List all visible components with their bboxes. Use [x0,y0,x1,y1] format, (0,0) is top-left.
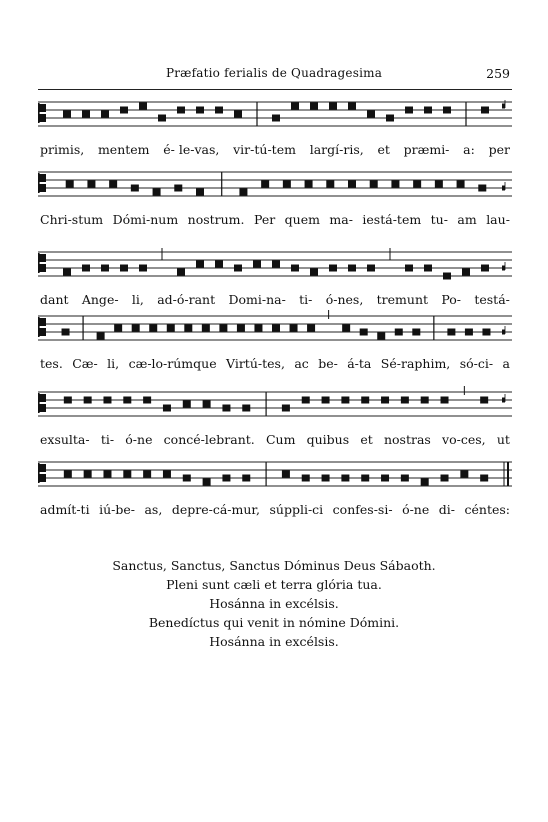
punctum-note [131,185,139,192]
punctum-note [290,325,298,332]
lyric-syllable: ma- [329,212,353,227]
lyric-syllable: be- [318,356,338,371]
punctum-note [177,107,185,114]
punctum-note [139,103,147,110]
lyric-syllable: ad-ó-rant [157,292,216,307]
lyric-syllable: a: [463,142,475,157]
punctum-note [272,261,280,268]
sanctus-line: Benedíctus qui venit in nómine Dómini. [148,615,400,630]
punctum-note [413,181,421,188]
punctum-note [222,475,230,482]
punctum-note [120,265,128,272]
do-clef-icon [38,173,46,193]
do-clef-icon [38,103,46,123]
lyric-syllable: tes. [40,356,63,371]
punctum-note [253,261,261,268]
punctum-note [254,325,262,332]
punctum-note [149,325,157,332]
staff [38,456,512,496]
punctum-note [174,185,182,192]
lyric-syllable: vir-tú-tem [233,142,296,157]
lyric-syllable: ti- [299,292,313,307]
punctum-note [326,181,334,188]
punctum-note [424,107,432,114]
staff [38,246,512,286]
punctum-note [341,397,349,404]
lyric-syllable: testá- [474,292,510,307]
punctum-note [143,471,151,478]
punctum-note [103,471,111,478]
punctum-note [370,181,378,188]
do-clef-icon [38,253,46,273]
punctum-note [183,475,191,482]
punctum-note [84,471,92,478]
punctum-note [361,397,369,404]
lyric-syllable: et [377,142,390,157]
punctum-note [367,265,375,272]
punctum-note [348,103,356,110]
punctum-note [421,397,429,404]
punctum-note [391,181,399,188]
punctum-note [84,397,92,404]
lyric-syllable: exsulta- [40,432,90,447]
lyric-line [40,432,510,450]
chant-system [38,456,512,542]
punctum-note [282,471,290,478]
lyric-syllable: cæ-lo-rúmque [128,356,217,371]
punctum-note [139,265,147,272]
punctum-note [272,325,280,332]
custos-icon [502,186,505,191]
lyric-syllable: di- [438,502,455,517]
punctum-note [424,265,432,272]
lyric-syllable: confes-si- [332,502,393,517]
punctum-note [329,265,337,272]
lyric-syllable: nostras [383,432,431,447]
punctum-note [120,107,128,114]
punctum-note [163,405,171,412]
punctum-note [395,329,403,336]
staff [38,96,512,136]
punctum-note [143,397,151,404]
punctum-note [272,115,280,122]
punctum-note [103,397,111,404]
punctum-note [97,333,105,340]
punctum-note [401,475,409,482]
punctum-note [87,181,95,188]
lyric-syllable: am [457,212,477,227]
lyric-syllable: Sé-raphim, [380,356,451,371]
page-header [0,66,548,84]
punctum-note [480,475,488,482]
punctum-note [283,181,291,188]
punctum-note [242,475,250,482]
punctum-note [302,397,310,404]
lyric-syllable: nostrum. [187,212,245,227]
staff [38,310,512,350]
punctum-note [177,269,185,276]
do-clef-icon [38,393,46,413]
punctum-note [401,397,409,404]
punctum-note [405,265,413,272]
lyric-syllable: Chri-stum [40,212,104,227]
punctum-note [421,479,429,486]
punctum-note [341,475,349,482]
punctum-note [367,111,375,118]
lyric-syllable: tremunt [376,292,429,307]
punctum-note [196,189,204,196]
lyric-syllable: primis, [40,142,85,157]
chant-system [38,166,512,252]
punctum-note [460,471,468,478]
punctum-note [234,265,242,272]
lyric-syllable: tu- [430,212,448,227]
lyric-syllable: vo-ces, [442,432,486,447]
lyric-syllable: quibus [306,432,350,447]
punctum-note [386,115,394,122]
punctum-note [153,189,161,196]
sanctus-line: Sanctus, Sanctus, Sanctus Dóminus Deus Sábaoth. [112,558,436,573]
punctum-note [441,397,449,404]
lyric-syllable: præmi- [403,142,450,157]
punctum-note [123,397,131,404]
punctum-note [215,107,223,114]
sanctus-line: Hosánna in excélsis. [209,596,339,611]
punctum-note [64,471,72,478]
lyric-line [40,356,510,374]
lyric-syllable: ti- [100,432,115,447]
lyric-syllable: Cum [265,432,296,447]
punctum-note [101,111,109,118]
lyric-syllable: a [502,356,510,371]
punctum-note [481,107,489,114]
lyric-syllable: et [360,432,373,447]
lyric-syllable: súppli-ci [269,502,324,517]
punctum-note [291,103,299,110]
lyric-syllable: mentem [97,142,150,157]
lyric-syllable: Ange- [81,292,119,307]
punctum-note [305,181,313,188]
punctum-note [443,107,451,114]
custos-icon [502,266,505,271]
punctum-note [222,405,230,412]
punctum-note [348,265,356,272]
punctum-note [405,107,413,114]
punctum-note [239,189,247,196]
sanctus-line: Hosánna in excélsis. [209,634,339,649]
lyric-syllable: Cæ- [72,356,98,371]
lyric-syllable: iú-be- [99,502,135,517]
header-rule [38,89,512,90]
lyric-syllable: Po- [441,292,462,307]
lyric-syllable: largí-ris, [309,142,364,157]
punctum-note [291,265,299,272]
punctum-note [158,115,166,122]
punctum-note [123,471,131,478]
lyric-syllable: depre-cá-mur, [171,502,260,517]
lyric-syllable: ut [496,432,510,447]
punctum-note [329,103,337,110]
lyric-syllable: ó-nes, [325,292,364,307]
punctum-note [361,475,369,482]
lyric-line [40,502,510,520]
lyric-syllable: ac [294,356,309,371]
sanctus-text [0,556,548,651]
punctum-note [196,261,204,268]
punctum-note [310,103,318,110]
punctum-note [435,181,443,188]
punctum-note [114,325,122,332]
punctum-note [63,111,71,118]
punctum-note [219,325,227,332]
punctum-note [310,269,318,276]
punctum-note [443,273,451,280]
punctum-note [202,325,210,332]
sanctus-line: Pleni sunt cæli et terra glória tua. [166,577,382,592]
punctum-note [381,397,389,404]
lyric-syllable: só-ci- [459,356,494,371]
punctum-note [282,405,290,412]
custos-icon [502,104,505,109]
punctum-note [462,269,470,276]
punctum-note [441,475,449,482]
lyric-syllable: admít-ti [40,502,90,517]
custos-icon [502,330,505,335]
lyric-syllable: Dómi-num [112,212,179,227]
lyric-syllable: Per [253,212,276,227]
lyric-syllable: per [488,142,510,157]
punctum-note [261,181,269,188]
punctum-note [360,329,368,336]
punctum-note [167,325,175,332]
punctum-note [234,111,242,118]
punctum-note [412,329,420,336]
punctum-note [163,471,171,478]
lyric-syllable: ó-ne [402,502,430,517]
punctum-note [184,325,192,332]
punctum-note [322,397,330,404]
punctum-note [322,475,330,482]
lyric-syllable: iestá-tem [362,212,422,227]
punctum-note [66,181,74,188]
running-title: Præfatio ferialis de Quadragesima [165,66,383,80]
punctum-note [203,401,211,408]
punctum-note [62,329,70,336]
lyric-syllable: ó-ne [125,432,153,447]
staff [38,166,512,206]
punctum-note [348,181,356,188]
punctum-note [109,181,117,188]
lyric-syllable: Virtú-tes, [226,356,285,371]
custos-icon [502,398,505,403]
staff [38,386,512,426]
lyric-syllable: dant [40,292,69,307]
punctum-note [465,329,473,336]
punctum-note [132,325,140,332]
lyric-syllable: li, [131,292,144,307]
lyric-line [40,142,510,160]
lyric-syllable: céntes: [464,502,510,517]
punctum-note [215,261,223,268]
punctum-note [203,479,211,486]
punctum-note [237,325,245,332]
punctum-note [481,265,489,272]
page-number: 259 [486,66,510,81]
lyric-syllable: á-ta [347,356,372,371]
lyric-syllable: as, [144,502,163,517]
lyric-line [40,212,510,230]
punctum-note [381,475,389,482]
punctum-note [457,181,465,188]
punctum-note [242,405,250,412]
do-clef-icon [38,317,46,337]
punctum-note [101,265,109,272]
punctum-note [307,325,315,332]
punctum-note [183,401,191,408]
punctum-note [196,107,204,114]
punctum-note [63,269,71,276]
lyric-line [40,292,510,310]
punctum-note [478,185,486,192]
lyric-syllable: quem [284,212,320,227]
lyric-syllable: Domi-na- [228,292,286,307]
lyric-syllable: lau- [486,212,510,227]
lyric-syllable: é- le-vas, [163,142,220,157]
punctum-note [480,397,488,404]
punctum-note [482,329,490,336]
punctum-note [302,475,310,482]
punctum-note [377,333,385,340]
chant-system [38,310,512,396]
lyric-syllable: concé-lebrant. [163,432,255,447]
punctum-note [64,397,72,404]
punctum-note [342,325,350,332]
punctum-note [82,111,90,118]
lyric-syllable: li, [107,356,120,371]
punctum-note [447,329,455,336]
punctum-note [82,265,90,272]
do-clef-icon [38,463,46,483]
